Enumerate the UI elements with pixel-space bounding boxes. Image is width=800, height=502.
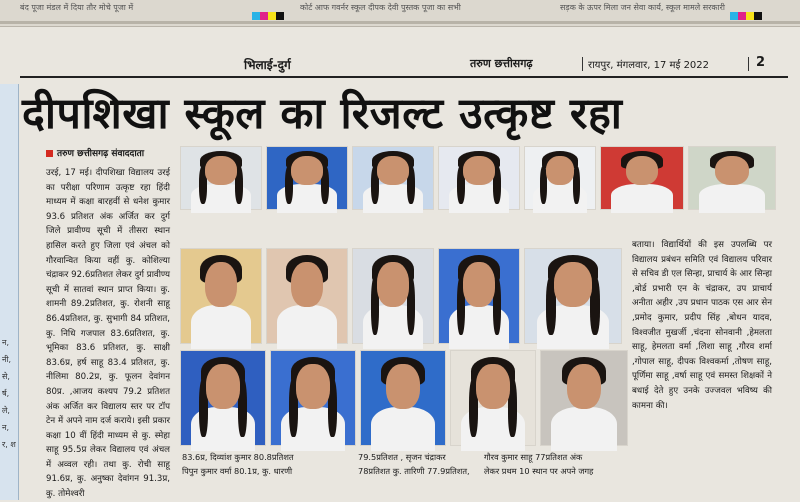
student-photo bbox=[352, 248, 434, 344]
student-photo bbox=[524, 146, 596, 210]
student-photo bbox=[266, 248, 348, 344]
caption-line: पिपुन कुमार वर्मा 80.1प्र, कु. धारणी bbox=[182, 466, 293, 476]
strip-rule bbox=[0, 21, 800, 24]
student-photo bbox=[524, 248, 622, 344]
student-photo bbox=[180, 350, 266, 446]
adjacent-column bbox=[0, 84, 19, 500]
headline: दीपशिखा स्कूल का रिजल्ट उत्कृष्ट रहा bbox=[22, 89, 623, 139]
student-photo bbox=[360, 350, 446, 446]
header-rule bbox=[20, 76, 788, 78]
article-body-left: उरई, 17 मई। दीपशिखा विद्यालय उरई का परीक्षा परिणाम उत्कृष्ट रहा हिंदी माध्यम में कक्षा बारहवीं से धनेश कुमार 93.6 प्रतिशत अंक अर्जित कर दुर्ग जिले प्रावीण्य सूची में तीसरा स्थान हासिल करते हुए जिला एवं अंचल को गौरवान्वित किया वहीं कु. कोशिल्या चंद्राकर 92.6प्रतिशत लेकर दुर्ग प्रावीण्य सूची में सातवां स्थान प्राप्त किया। कु. शामनी 89.2प्रतिशत, कु. रोशनी साहू 86.4प्रतिशत, कु. सुभागी 84 प्रतिशत, कु. निधि गजपाल 83.6प्रतिशत, कु. भूमिका 83.6 प्रतिशत, कु. साक्षी 83.6प्र, हर्ष साहू 83.4 प्रतिशत, कु. नीलिमा 80.2प्र, कु. फूलन देवांगन 80प्र. ,आजय कश्यप 79.2 प्रतिशत अंक अर्जित कर विद्यालय स्तर पर टॉप टेन में अपने नाम दर्ज कराये। इसी प्रकार कक्षा 10 वीं हिंदी माध्यम से कु. स्मेहा साहू 95.5प्र लेकर विद्यालय एवं अंचल में अव्वल रही। तथा कु. रोची साहू 91.6प्र, कु. अनुष्का देवांगन 91.3प्र, कु. तोमेश्वरी bbox=[46, 168, 170, 500]
student-photo bbox=[540, 350, 628, 446]
student-photo bbox=[266, 146, 348, 210]
issue-date: रायपुर, मंगलवार, 17 मई 2022 bbox=[588, 60, 710, 71]
student-photo bbox=[450, 350, 536, 446]
strip-text-mid: कोर्ट आफ गवर्नर स्कूल दीपक देवी पुस्तक पूजा का सभी bbox=[300, 3, 461, 12]
registration-marks-right bbox=[730, 12, 762, 20]
header-separator bbox=[582, 57, 583, 71]
registration-marks-left bbox=[252, 12, 284, 20]
byline bbox=[46, 146, 144, 159]
strip-text-right: सड़क के ऊपर मिला जन सेवा कार्य, स्कूल मामले सरकारी bbox=[560, 3, 725, 12]
student-photo bbox=[688, 146, 776, 210]
newspaper-name: तरुण छत्तीसगढ़ bbox=[470, 57, 533, 70]
student-photo bbox=[180, 248, 262, 344]
student-photo bbox=[600, 146, 684, 210]
student-photo bbox=[438, 248, 520, 344]
caption-line: 79.5प्रतिशत , सृजन चंद्राकर bbox=[358, 452, 446, 462]
header-separator bbox=[748, 57, 749, 71]
previous-page-strip bbox=[0, 0, 800, 27]
caption-line: 83.6प्र, दिव्यांश कुमार 80.8प्रतिशत bbox=[182, 452, 294, 462]
byline-marker bbox=[46, 150, 53, 157]
caption-line: 78प्रतिशत कु. तारिणी 77.9प्रतिशत, bbox=[358, 466, 470, 476]
student-photo bbox=[438, 146, 520, 210]
caption-line: लेकर प्रथम 10 स्थान पर अपने जगह bbox=[484, 466, 594, 476]
strip-text-left: बंद पूजा मंडल में दिया तौर मोचे पूजा में bbox=[20, 3, 134, 12]
student-photo bbox=[270, 350, 356, 446]
section-name: भिलाई-दुर्ग bbox=[244, 58, 291, 72]
article-body-right: बताया। विद्यार्थियों की इस उपलब्धि पर विद्यालय प्रबंधन समिति एवं विद्यालय परिवार से सचिव डी एल सिन्हा, प्राचार्य के आर सिन्हा ,बोर्ड प्रभारी एन के चंद्राकर, उप प्राचार्य अनीता अहीर ,उप प्रधान पाठक एस आर सेन ,प्रमोद कुमार, प्रदीप सिंह ,बोधन यादव, विश्वजीत मुखर्जी ,चंदना सोनवानी ,हेमलता साहू, हेमलता वर्मा ,लिशा साहू ,गौरव शर्मा ,गोपाल साहू, दीपक विश्वकर्मा ,तोषण साहू, पूर्णिमा साहू ,वर्षा साहू एवं समस्त शिक्षकों ने बधाई देते हुए उनके उज्जवल भविष्य की कामना की। bbox=[632, 240, 772, 411]
adjacent-column-text: न, नी, से, र्ष, ले, न, र, श bbox=[2, 338, 16, 449]
student-photo bbox=[352, 146, 434, 210]
page-header bbox=[0, 53, 800, 75]
student-photo bbox=[180, 146, 262, 210]
caption-line: गौरव कुमार साहू 77प्रतिशत अंक bbox=[484, 452, 583, 462]
page-number: 2 bbox=[756, 55, 766, 70]
byline-text: तरुण छत्तीसगढ़ संवाददाता bbox=[57, 149, 145, 159]
